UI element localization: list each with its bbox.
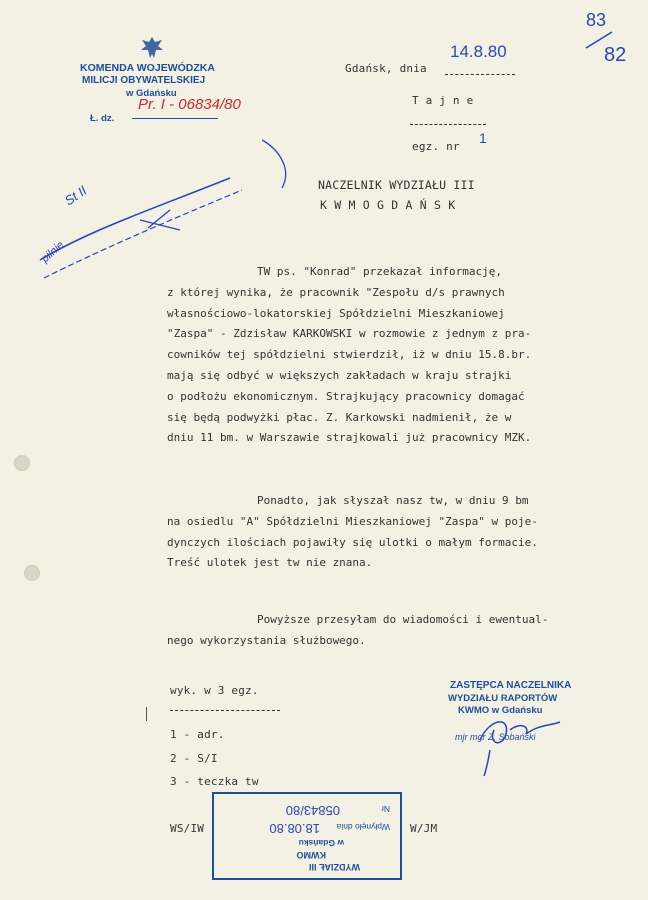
p2-line-1: Ponadto, jak słyszał nasz tw, w dniu 9 bm: [257, 494, 529, 507]
incoming-stamp-number-label: Nr: [381, 804, 390, 814]
copy-label: egz. nr: [412, 140, 460, 153]
marginal-note-2: pilnie: [39, 238, 67, 266]
distribution-item-3: 3 - teczka tw: [170, 775, 259, 788]
punch-hole-top: [14, 455, 30, 471]
incoming-stamp-label: Wpłynęło dnia: [336, 822, 390, 832]
p2-line-2: na osiedlu "A" Spółdzielni Mieszkaniowej "Zaspa" w poje-: [167, 514, 538, 528]
incoming-stamp-unit-line-2: KWMO: [296, 850, 326, 860]
p1-line-4: "Zaspa" - Zdzisław KARKOWSKI w rozmowie z jednym z pra-: [167, 327, 532, 341]
ref-number-handwritten: Pr. I - 06834/80: [138, 96, 241, 113]
incoming-stamp-number: 05843/80: [285, 803, 340, 818]
p1-line-9: dniu 11 bm. w Warszawie strajkowali już pracownicy MZK.: [167, 431, 532, 445]
place-date-label: Gdańsk, dnia: [345, 62, 427, 75]
incoming-stamp: [212, 792, 402, 880]
date-handwritten: 14.8.80: [450, 42, 507, 61]
p2-line-4: Treść ulotek jest tw nie znana.: [167, 556, 373, 570]
punch-hole-bottom: [24, 565, 40, 581]
addressee-line-2: K W M O G D A Ń S K: [320, 198, 456, 212]
copy-number: 1: [479, 130, 487, 146]
addressee-line-1: NACZELNIK WYDZIAŁU III: [318, 178, 475, 192]
p3-line-1: Powyższe przesyłam do wiadomości i ewentual-: [257, 613, 549, 626]
corner-strike-icon: [584, 30, 614, 52]
classification: T a j n e: [412, 94, 474, 107]
p1-line-2: z której wynika, że pracownik "Zespołu d/s prawnych: [167, 285, 505, 299]
p1-line-3: własnościowo-lokatorskiej Spółdzielni Mieszkaniowej: [167, 306, 505, 320]
marginal-note-1: St II: [61, 182, 90, 209]
footer-code-right: W/JM: [410, 822, 438, 835]
classification-underline: [410, 124, 486, 125]
incoming-stamp-date: 18.08.80: [269, 821, 320, 836]
body-paragraph-3: [167, 610, 607, 652]
signature-stamp-line-1: ZASTĘPCA NACZELNIKA: [450, 680, 572, 691]
signature-stamp-name: mjr mgr Z. Sobański: [455, 732, 536, 742]
date-dotted-line: [445, 74, 515, 75]
distribution-title: wyk. w 3 egz.: [170, 684, 259, 697]
distribution-item-1: 1 - adr.: [170, 728, 225, 741]
incoming-stamp-unit-line-1: WYDZIAŁ III: [309, 862, 360, 872]
corner-note-bottom: 82: [604, 44, 627, 66]
p1-line-8: się będą podwyżki płac. Z. Karkowski nadmienił, że w: [167, 410, 512, 424]
body-paragraph-2: [167, 491, 607, 574]
p1-line-7: o podłożu ekonomicznym. Strajkujący pracownicy domagać: [167, 389, 525, 403]
handwritten-signature-icon: [450, 700, 590, 780]
p3-line-2: nego wykorzystania służbowego.: [167, 633, 366, 647]
signature-stamp-line-2: WYDZIAŁU RAPORTÓW: [448, 693, 558, 704]
p2-line-3: dynczych ilościach pojawiły się ulotki o małym formacie.: [167, 535, 538, 549]
p1-line-1: TW ps. "Konrad" przekazał informację,: [257, 265, 503, 278]
p1-line-6: mają się odbyć w większych zakładach w kraju strajki: [167, 368, 512, 382]
stamp-line-1: KOMENDA WOJEWÓDZKA: [80, 62, 215, 74]
stamp-line-3: w Gdańsku: [126, 88, 177, 99]
footer-code: WS/IW: [170, 822, 205, 835]
p1-line-5: cowników tej spółdzielni stwierdził, iż w dniu 15.8.br.: [167, 348, 532, 362]
corner-note-top: 83: [586, 10, 607, 30]
margin-tick: [146, 707, 147, 721]
distribution-underline: [170, 710, 280, 711]
body-paragraph-1: [167, 262, 607, 449]
incoming-stamp-unit-line-3: w Gdańsku: [298, 838, 344, 848]
eagle-emblem-icon: [138, 34, 166, 62]
stamp-ref-label: Ł. dz.: [90, 113, 115, 124]
signature-stamp-line-3: KWMO w Gdańsku: [458, 705, 543, 716]
distribution-item-2: 2 - S/I: [170, 752, 218, 765]
stamp-line-2: MILICJI OBYWATELSKIEJ: [82, 75, 206, 86]
